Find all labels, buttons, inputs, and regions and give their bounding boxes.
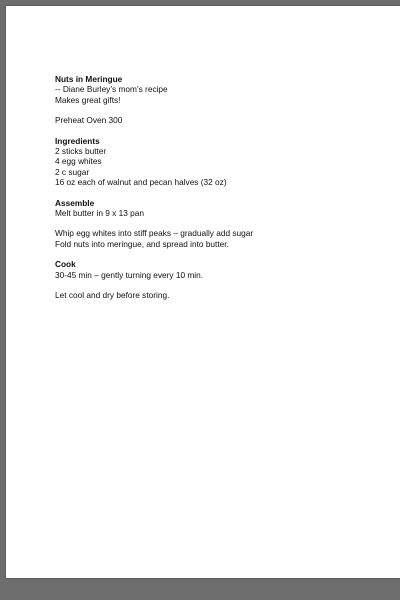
closing-note: Let cool and dry before storing.: [55, 290, 170, 301]
recipe-title: Nuts in Meringue: [55, 74, 123, 84]
spacer: [55, 105, 375, 115]
recipe-tagline: Makes great gifts!: [55, 94, 121, 105]
spacer: [55, 218, 375, 228]
ingredient-item: 2 c sugar: [55, 166, 90, 177]
spacer: [55, 125, 375, 135]
spacer: [55, 280, 375, 290]
spacer: [55, 249, 375, 259]
ingredient-item: 2 sticks butter: [55, 146, 107, 157]
recipe-content: [55, 74, 375, 301]
recipe-attribution: -- Diane Burley’s mom’s recipe: [55, 84, 168, 95]
spacer: [55, 187, 375, 197]
cook-heading: Cook: [55, 259, 76, 270]
cook-step: 30-45 min – gently turning every 10 min.: [55, 269, 204, 280]
assemble-step: Fold nuts into meringue, and spread into butter.: [55, 238, 229, 249]
assemble-step: Whip egg whites into stiff peaks – gradually add sugar: [55, 228, 254, 239]
ingredient-item: 4 egg whites: [55, 156, 102, 167]
assemble-step: Melt butter in 9 x 13 pan: [55, 207, 145, 218]
ingredient-item: 16 oz each of walnut and pecan halves (32 oz): [55, 176, 227, 187]
ingredients-heading: Ingredients: [55, 135, 100, 146]
preheat-instruction: Preheat Oven 300: [55, 115, 123, 126]
assemble-heading: Assemble: [55, 197, 95, 208]
document-page: [6, 6, 400, 578]
